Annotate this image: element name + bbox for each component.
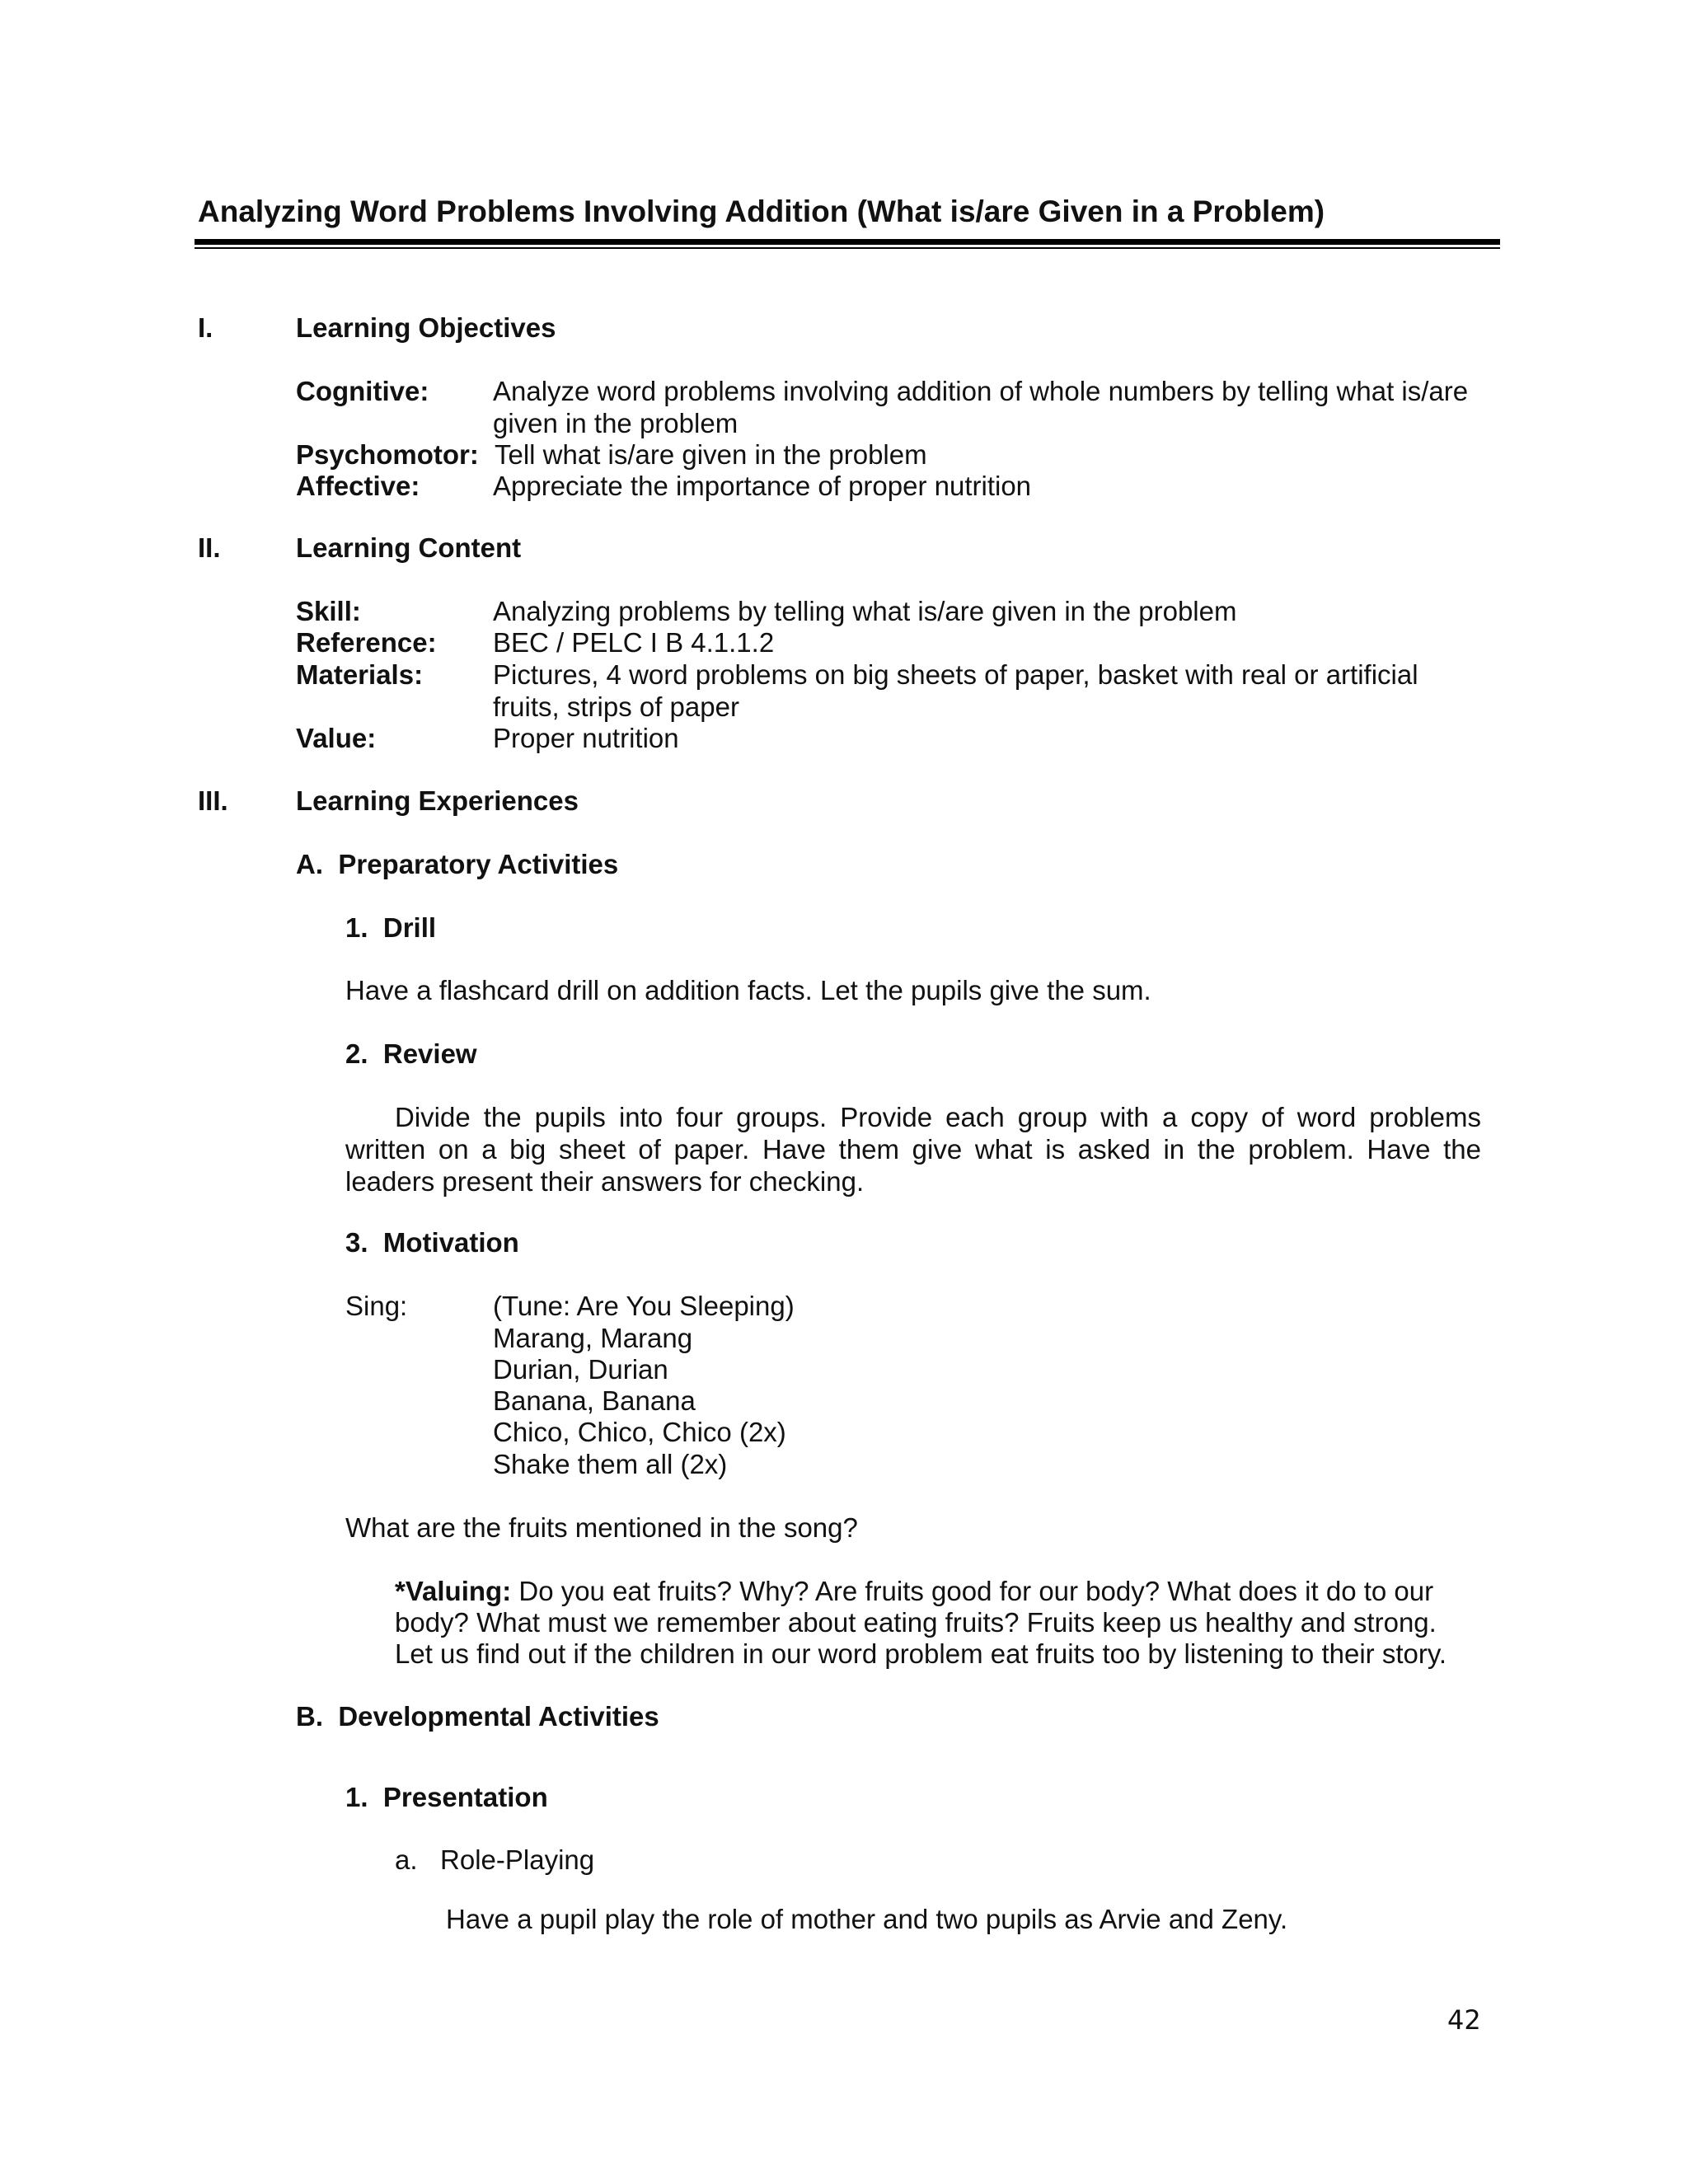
valuing-line-3: Let us find out if the children in our word problem eat fruits too by listening to their story. (395, 1638, 1447, 1669)
song-line-1: (Tune: Are You Sleeping) (493, 1291, 795, 1321)
page-title: Analyzing Word Problems Involving Addition (What is/are Given in a Problem) (198, 194, 1325, 228)
song-line-4: Banana, Banana (493, 1385, 696, 1416)
song-line-6: Shake them all (2x) (493, 1449, 728, 1479)
section-2-heading: Learning Content (296, 532, 522, 563)
materials-line-1: Pictures, 4 word problems on big sheets of paper, basket with real or artificial (493, 659, 1418, 690)
title-rule-thin (195, 247, 1500, 249)
affective-label: Affective: (296, 471, 420, 501)
review-paragraph: Divide the pupils into four groups. Provide each group with a copy of word problems written on a big sheet of paper. Have them give what is asked in the problem. Have the leaders present their answers for checking. (345, 1102, 1481, 1197)
reference-value: BEC / PELC I B 4.1.1.2 (493, 627, 775, 658)
skill-label: Skill: (296, 596, 361, 626)
motivation-heading: 3. Motivation (345, 1227, 519, 1258)
section-1-heading: Learning Objectives (296, 312, 556, 343)
section-1-number: I. (198, 312, 213, 343)
materials-label: Materials: (296, 659, 424, 690)
song-line-3: Durian, Durian (493, 1354, 668, 1385)
valuing-label: *Valuing: (395, 1576, 512, 1606)
preparatory-heading: A. Preparatory Activities (296, 849, 619, 879)
title-rule-thick (195, 239, 1500, 245)
valuing-line-1 (395, 1575, 1433, 1607)
materials-line-2: fruits, strips of paper (493, 691, 739, 722)
value-label: Value: (296, 723, 377, 753)
fruits-question: What are the fruits mentioned in the song? (345, 1512, 858, 1543)
presentation-heading: 1. Presentation (345, 1782, 548, 1812)
sing-label: Sing: (345, 1291, 408, 1321)
value-value: Proper nutrition (493, 723, 679, 753)
review-heading: 2. Review (345, 1038, 477, 1069)
psychomotor-label: Psychomotor: (296, 439, 479, 470)
skill-value: Analyzing problems by telling what is/are given in the problem (493, 596, 1237, 626)
drill-text: Have a flashcard drill on addition facts. Let the pupils give the sum. (345, 975, 1151, 1005)
valuing-line-1-text: Do you eat fruits? Why? Are fruits good for our body? What does it do to our (511, 1576, 1434, 1606)
reference-label: Reference: (296, 627, 437, 658)
page-number: 42 (1447, 2004, 1481, 2036)
roleplay-text: Have a pupil play the role of mother and two pupils as Arvie and Zeny. (446, 1904, 1288, 1934)
drill-heading: 1. Drill (345, 912, 437, 943)
cognitive-line-1: Analyze word problems involving addition of whole numbers by telling what is/are (493, 376, 1469, 406)
psychomotor-value: Tell what is/are given in the problem (495, 439, 927, 470)
song-line-2: Marang, Marang (493, 1323, 693, 1353)
section-3-heading: Learning Experiences (296, 785, 579, 816)
section-2-number: II. (198, 532, 221, 563)
section-3-number: III. (198, 785, 228, 816)
roleplay-heading: a. Role-Playing (395, 1844, 595, 1875)
song-line-5: Chico, Chico, Chico (2x) (493, 1417, 786, 1447)
cognitive-line-2: given in the problem (493, 408, 738, 438)
affective-value: Appreciate the importance of proper nutrition (493, 471, 1032, 501)
developmental-heading: B. Developmental Activities (296, 1701, 659, 1732)
cognitive-label: Cognitive: (296, 376, 429, 406)
valuing-line-2: body? What must we remember about eating fruits? Fruits keep us healthy and strong. (395, 1607, 1437, 1638)
